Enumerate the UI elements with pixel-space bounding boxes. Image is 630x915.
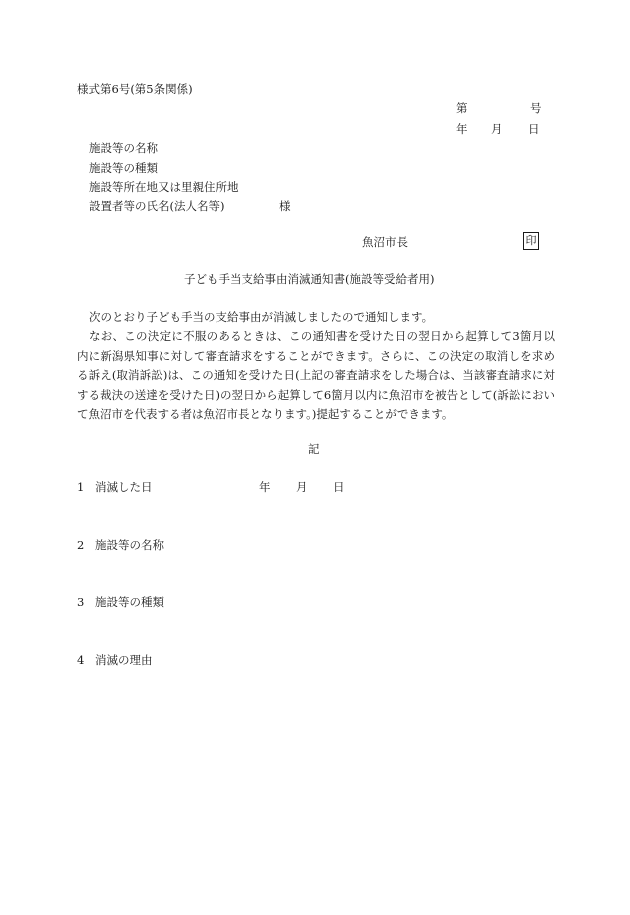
document-title: 子ども手当支給事由消滅通知書(施設等受給者用) <box>184 272 435 286</box>
item-label-extinction-reason: 消滅の理由 <box>95 653 153 667</box>
item-number: 4 <box>77 653 85 667</box>
body-paragraph-2: なお、この決定に不服のあるときは、この通知書を受けた日の翌日から起算して3箇月以内に新潟県知事に対して審査請求をすることができます。さらに、この決定の取消しを求める訴え(取消訴訟)は、この通知を受けた日(上記の審査請求をした場合は、当該審査請求に対する裁決の送達を受けた日)の翌日から起算して6箇月以内に魚沼市を被告として(訴訟において魚沼市を代表する者は魚沼市長となります。)提起することができます。 <box>77 329 555 421</box>
addressee-founder-name: 設置者等の氏名(法人名等) <box>89 199 225 213</box>
doc-date-day: 日 <box>528 122 540 136</box>
item-number: 2 <box>77 538 85 552</box>
item-number: 3 <box>77 595 85 609</box>
doc-date-month: 月 <box>491 122 503 136</box>
item-number: 1 <box>77 480 85 494</box>
addressee-facility-name: 施設等の名称 <box>89 141 158 155</box>
item-label-facility-type: 施設等の種類 <box>95 595 164 609</box>
extinction-date-year: 年 <box>259 480 271 494</box>
seal-mark: 印 <box>523 232 539 250</box>
body-paragraph-1: 次のとおり子ども手当の支給事由が消滅しましたので通知します。 <box>89 310 434 324</box>
doc-number-prefix: 第 <box>456 101 468 115</box>
addressee-facility-address: 施設等所在地又は里親住所地 <box>89 180 239 194</box>
addressee-honorific: 様 <box>279 199 291 213</box>
addressee-facility-type: 施設等の種類 <box>89 161 158 175</box>
ki-heading: 記 <box>308 442 320 456</box>
doc-number-suffix: 号 <box>530 101 542 115</box>
doc-date-year: 年 <box>456 122 468 136</box>
extinction-date-day: 日 <box>333 480 345 494</box>
item-label-facility-name: 施設等の名称 <box>95 538 164 552</box>
form-number: 様式第6号(第5条関係) <box>77 82 193 96</box>
extinction-date-month: 月 <box>296 480 308 494</box>
issuer-name: 魚沼市長 <box>362 235 408 249</box>
item-label-extinction-date: 消滅した日 <box>95 480 153 494</box>
